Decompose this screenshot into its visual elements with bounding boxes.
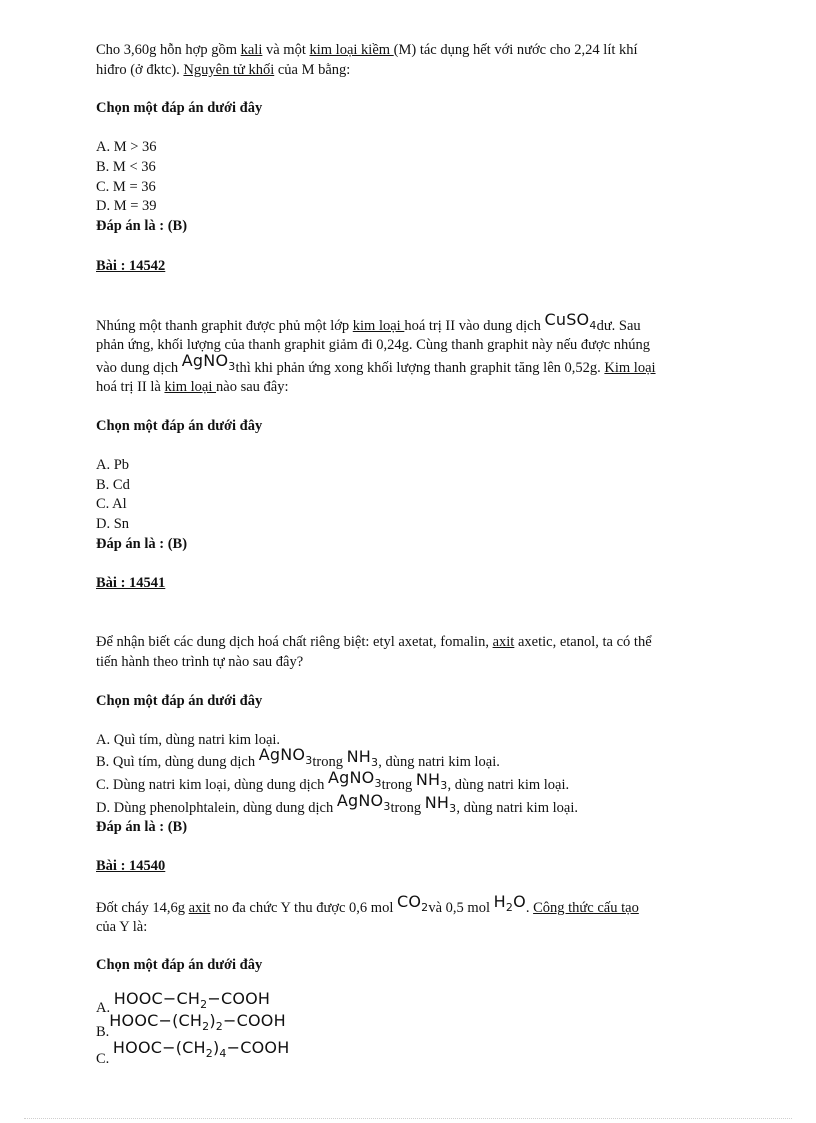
q0-option-a: A. M > 36 <box>96 139 157 155</box>
formula-nh3: $NH_3$ <box>346 747 379 770</box>
q2-option-d: D. Dùng phenolphtalein, dùng dung dịch AgNO$_3$trong $NH_3$, dùng natri kim loại. <box>96 791 578 816</box>
formula-option-a: $HOOC-CH_2-COOH$ <box>113 989 271 1012</box>
q1-prompt: Chọn một đáp án dưới đây <box>96 418 263 434</box>
q3-text-line1: Đốt cháy 14,6g axit no đa chức Y thu được 0,6 mol $CO_2và$ 0,5 mol $H_2O$. Công thức cấu tạo <box>96 892 639 916</box>
formula-agno3: AgNO$_3$ <box>327 768 382 791</box>
q0-option-c: C. M = 36 <box>96 179 156 195</box>
q0-option-b: B. M < 36 <box>96 159 156 175</box>
term-link[interactable]: kali <box>240 42 263 58</box>
q3-heading: Bài : 14540 <box>96 858 166 874</box>
q2-option-a: A. Quì tím, dùng natri kim loại. <box>96 732 281 748</box>
term-link[interactable]: axit <box>492 634 515 650</box>
q0-text-line2: hiđro (ở đktc). Nguyên tử khối của M bằng: <box>96 62 351 78</box>
q0-text-line1: Cho 3,60g hỗn hợp gồm kali và một kim loại kiềm (M) tác dụng hết với nước cho 2,24 lít khí <box>96 42 638 58</box>
q1-text-line4: hoá trị II là kim loại nào sau đây: <box>96 379 289 395</box>
formula-nh3: $NH_3$ <box>415 770 448 793</box>
formula-agno3: AgNO$_3$ <box>181 351 236 374</box>
formula-cuso4: CuSO$_4$ <box>544 310 597 333</box>
formula-agno3: AgNO$_3$ <box>258 745 313 768</box>
q1-option-b: B. Cd <box>96 477 130 493</box>
q0-answer: Đáp án là : (B) <box>96 218 188 234</box>
q3-text-line2: của Y là: <box>96 919 148 935</box>
q1-text-line2: phản ứng, khối lượng của thanh graphit giảm đi 0,24g. Cùng thanh graphit này nếu được nhúng <box>96 337 650 353</box>
q1-answer: Đáp án là : (B) <box>96 536 188 552</box>
q2-text-line2: tiến hành theo trình tự nào sau đây? <box>96 654 304 670</box>
q2-option-b: B. Quì tím, dùng dung dịch AgNO$_3$trong $NH_3$, dùng natri kim loại. <box>96 745 500 770</box>
term-link[interactable]: kim loại <box>352 318 405 334</box>
q3-prompt: Chọn một đáp án dưới đây <box>96 957 263 973</box>
term-link[interactable]: kim loại <box>164 379 217 395</box>
formula-option-b: $HOOC-(CH_2)_2-COOH$ <box>109 1011 286 1034</box>
term-link[interactable]: axit <box>188 900 211 916</box>
q2-option-c: C. Dùng natri kim loại, dùng dung dịch AgNO$_3$trong $NH_3$, dùng natri kim loại. <box>96 768 570 793</box>
q0-prompt: Chọn một đáp án dưới đây <box>96 100 263 116</box>
term-link[interactable]: Công thức cấu tạo <box>533 900 639 916</box>
formula-agno3: AgNO$_3$ <box>336 791 391 814</box>
q1-text-line3: vào dung dịch AgNO$_3$thì khi phản ứng xong khối lượng thanh graphit tăng lên 0,52g. Kim loại <box>96 351 656 376</box>
term-link[interactable]: Nguyên tử khối <box>183 62 275 78</box>
q2-heading: Bài : 14541 <box>96 575 166 591</box>
formula-nh3: $NH_3$ <box>424 793 457 816</box>
q1-text-line1: Nhúng một thanh graphit được phủ một lớp kim loại hoá trị II vào dung dịch CuSO$_4$dư. Sau <box>96 310 641 334</box>
q2-answer: Đáp án là : (B) <box>96 819 188 835</box>
q1-option-c: C. Al <box>96 496 127 512</box>
q2-prompt: Chọn một đáp án dưới đây <box>96 693 263 709</box>
formula-h2o: $H_2O$ <box>493 892 526 915</box>
q3-option-a: A. $HOOC-CH_2-COOH$ <box>96 989 271 1016</box>
q1-heading: Bài : 14542 <box>96 258 166 274</box>
q0-option-d: D. M = 39 <box>96 198 157 214</box>
term-link[interactable]: kim loại kiềm <box>309 42 394 58</box>
q3-option-c: C. $HOOC-(CH_2)_4-COOH$ <box>96 1038 290 1067</box>
page-bottom-divider <box>24 1118 792 1119</box>
formula-option-c: $HOOC-(CH_2)_4-COOH$ <box>112 1038 290 1061</box>
term-link[interactable]: Kim loại <box>604 360 656 376</box>
q3-option-b: $B.HOOC-(CH_2)_2-COOH$ <box>96 1011 286 1040</box>
formula-co2: $CO_2$ <box>397 892 429 915</box>
q1-option-a: A. Pb <box>96 457 130 473</box>
q1-option-d: D. Sn <box>96 516 130 532</box>
q2-text-line1: Để nhận biết các dung dịch hoá chất riêng biệt: etyl axetat, fomalin, axit axetic, etanol, ta có thể <box>96 634 652 650</box>
